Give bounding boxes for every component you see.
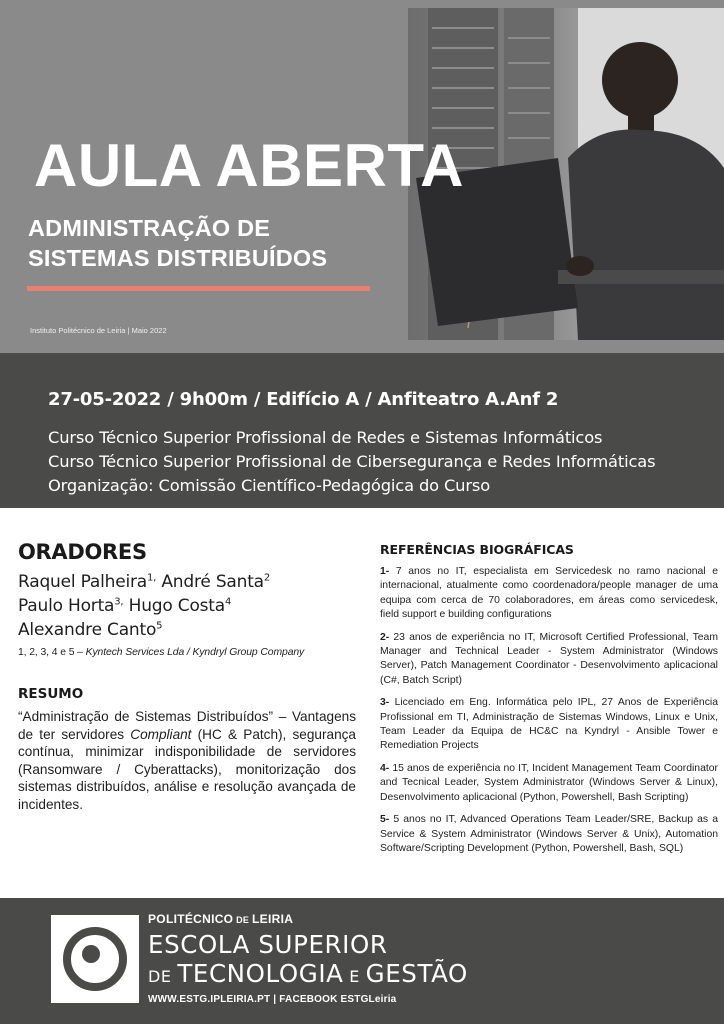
event-course-line: Curso Técnico Superior Profissional de Cibersegurança e Redes Informáticas (48, 452, 656, 471)
right-column (380, 542, 718, 864)
speaker-ref: 5 (156, 620, 163, 632)
school-name-word: E (343, 967, 366, 986)
speakers-line (18, 618, 356, 642)
event-course-list (48, 426, 655, 498)
bio-reference-item (380, 696, 718, 754)
bio-reference-number: 3- (380, 697, 390, 709)
bio-reference-number: 2- (380, 631, 390, 643)
event-date-location: 27-05-2022 / 9h00m / Edifício A / Anfiteatro A.Anf 2 (48, 389, 559, 410)
school-name-line: ESCOLA SUPERIOR (148, 930, 388, 959)
speakers-list (18, 570, 356, 642)
school-name-word: DE (148, 967, 178, 986)
subtitle-line-2: SISTEMAS DISTRIBUÍDOS (28, 245, 328, 272)
bio-reference-number: 5- (380, 814, 390, 826)
school-name-word: TECNOLOGIA (177, 959, 344, 988)
speakers-line (18, 570, 356, 594)
speakers-heading: ORADORES (18, 540, 147, 564)
summary-part: (HC & Patch), segurança contínua, minimizar indisponibilidade de servidores (Ransomware / Cyberattacks), monitorização dos sistemas distribuídos, análise e resolução avançada de incidentes. (18, 726, 356, 812)
subtitle-line-1: ADMINISTRAÇÃO DE (28, 215, 271, 241)
bio-reference-item (380, 631, 718, 689)
bio-reference-text: 23 anos de experiência no IT, Microsoft Certified Professional, Team Manager and Technical Leader - System Administrator (Windows Server), Patch Management Coordinator - Desenvolvimento aplicacional (C#, Batch Script) (380, 631, 718, 686)
hero-banner (0, 0, 724, 353)
school-name-word: GESTÃO (365, 959, 468, 988)
summary-part: “Administração de Sistemas Distribuídos” – Vantagens de ter servidores (18, 709, 356, 742)
event-subtitle (28, 213, 327, 273)
footer-institution (148, 912, 293, 926)
summary-emphasis: Compliant (130, 726, 192, 742)
institution-word: DE (233, 915, 253, 925)
event-info-band (0, 353, 724, 508)
bio-reference-number: 4- (380, 762, 390, 774)
bio-reference-item (380, 565, 718, 623)
bio-reference-item (380, 762, 718, 805)
speaker-ref: 1, (147, 572, 157, 584)
speaker-name: André Santa (156, 572, 264, 592)
speaker-ref: 4 (225, 596, 232, 608)
speakers-affiliation (18, 647, 356, 658)
left-column (18, 540, 356, 814)
speaker-name: Alexandre Canto (18, 620, 157, 640)
affiliation-prefix: 1, 2, 3, 4 e 5 – (18, 647, 86, 658)
bio-reference-text: 5 anos no IT, Advanced Operations Team Leader/SRE, Backup as a Service & System Administrator (Windows Server & Unix), Automation Software/Scripting Development (Python, Powershell, Bash, SQL) (380, 814, 718, 854)
school-logo (51, 915, 139, 1003)
footer-web-links[interactable]: WWW.ESTG.IPLEIRIA.PT | FACEBOOK ESTGLeiria (148, 994, 397, 1005)
bio-reference-text: 7 anos no IT, especialista em Servicedesk no ramo nacional e internacional, atualmente como coordenadora/people manager de uma equipa com cerca de 70 colaboradores, em áreas como servicedesk, field support e building configurations (380, 566, 718, 621)
footer-school-name (148, 930, 468, 991)
speaker-name: Paulo Horta (18, 596, 115, 616)
school-logo-icon (51, 915, 139, 1003)
speaker-ref: 3, (114, 596, 124, 608)
speaker-name: Raquel Palheira (18, 572, 147, 592)
hero-footnote: Instituto Politécnico de Leiria | Maio 2022 (30, 326, 167, 335)
bio-references-list (380, 565, 718, 856)
bio-reference-number: 1- (380, 566, 390, 577)
speakers-line (18, 594, 356, 618)
bio-references-heading: REFERÊNCIAS BIOGRÁFICAS (380, 542, 574, 557)
event-title: AULA ABERTA (34, 132, 464, 199)
summary-text (18, 708, 356, 814)
event-organization-line: Organização: Comissão Científico-Pedagógica do Curso (48, 476, 491, 495)
institution-word: POLITÉCNICO (148, 912, 234, 926)
bio-reference-text: Licenciado em Eng. Informática pelo IPL, 27 Anos de Experiência Profissional em TI, Administração de Sistemas Windows, Linux e Unix, Team Leader da Equipa de HC&C na Kyndryl - Ansible Tower e Remediation Projects (380, 697, 718, 752)
summary-heading: RESUMO (18, 686, 84, 702)
speaker-name: Hugo Costa (123, 596, 225, 616)
event-course-line: Curso Técnico Superior Profissional de Redes e Sistemas Informáticos (48, 428, 603, 447)
bio-reference-item (380, 813, 718, 856)
affiliation-company: Kyntech Services Lda / Kyndryl Group Company (85, 647, 305, 658)
school-footer (0, 898, 724, 1024)
speaker-ref: 2 (263, 572, 271, 584)
bio-reference-text: 15 anos de experiência no IT, Incident Management Team Coordinator and Tecnical Leader, System Administrator (Windows Server & Linux), Desenvolvimento aplicacional (Python, Powershell, Bash Scripting) (380, 762, 718, 803)
institution-word: LEIRIA (252, 912, 294, 926)
school-name-line (148, 959, 468, 991)
accent-divider (27, 286, 370, 291)
